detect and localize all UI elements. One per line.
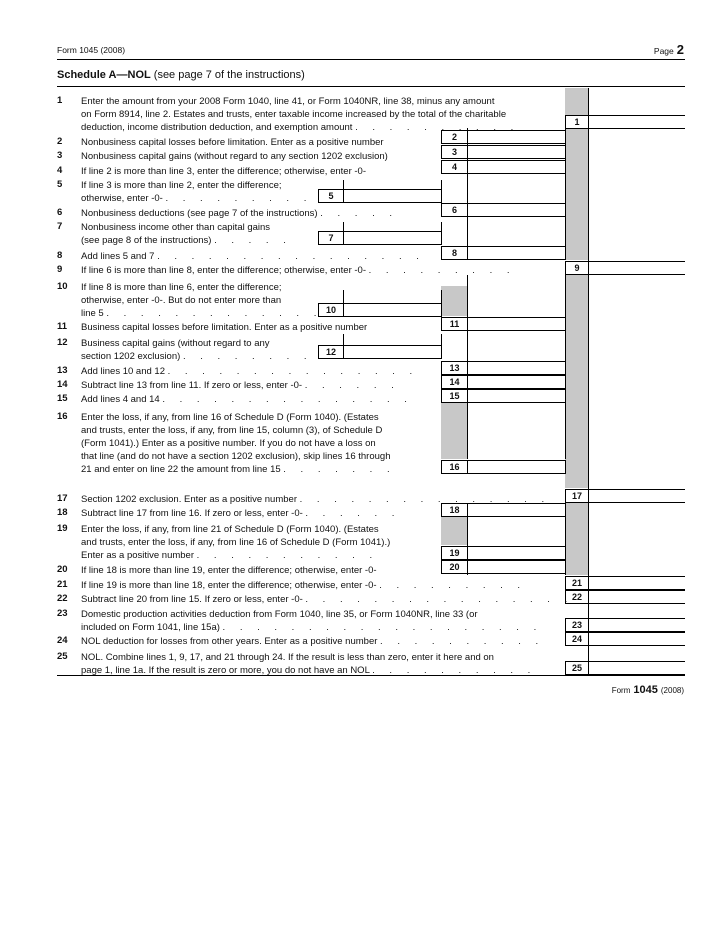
line-box-2: 2 — [441, 130, 468, 144]
line-20-text: If line 18 is more than line 19, enter the difference; otherwise, enter -0- — [81, 565, 377, 576]
line-number: 15 — [57, 393, 68, 404]
line-number: 24 — [57, 635, 68, 646]
line-15-text: Add lines 4 and 14 . . . . . . . . . . . . . . . — [81, 394, 413, 405]
amount-field-7[interactable] — [343, 231, 442, 245]
amount-field-13[interactable] — [467, 361, 566, 375]
line-18-text: Subtract line 17 from line 16. If zero or less, enter -0- . . . . . . — [81, 508, 401, 519]
line-22-text: Subtract line 20 from line 15. If zero or less, enter -0- . . . . . . . . . . . . . . . . — [81, 594, 574, 605]
line-box-7: 7 — [318, 231, 344, 245]
line-13-text: Add lines 10 and 12 . . . . . . . . . . . . . . . — [81, 366, 419, 377]
shaded-cell — [441, 517, 467, 545]
line-number: 6 — [57, 207, 63, 218]
line-box-15: 15 — [441, 389, 468, 403]
line-box-22: 22 — [565, 590, 589, 604]
amount-field-22[interactable] — [588, 590, 685, 604]
line-number: 20 — [57, 564, 68, 575]
amount-field-16[interactable] — [467, 460, 566, 474]
line-1-text: Enter the amount from your 2008 Form 1040, line 41, or Form 1040NR, line 38, minus any amount on Form 8914, line 2. Estates and trusts, enter taxable income increased by the total of the charitable deduction, income distribution deduction, and exemption amount . . . . . . . . . . — [81, 96, 520, 133]
schedule-title: Schedule A—NOL (see page 7 of the instructions) — [57, 69, 305, 81]
line-box-1: 1 — [565, 115, 589, 129]
line-box-11: 11 — [441, 317, 468, 331]
line-box-12: 12 — [318, 345, 344, 359]
line-box-23: 23 — [565, 618, 589, 632]
line-number: 17 — [57, 493, 68, 504]
line-24-text: NOL deduction for losses from other years. Enter as a positive number . . . . . . . . . . — [81, 636, 545, 647]
page-number: Page 2 — [653, 42, 684, 57]
line-21-text: If line 19 is more than line 18, enter the difference; otherwise, enter -0- . . . . . . . . . — [81, 580, 527, 591]
line-number: 11 — [57, 321, 68, 332]
amount-field-9[interactable] — [588, 261, 685, 275]
line-2-text: Nonbusiness capital losses before limitation. Enter as a positive number — [81, 137, 384, 148]
form-footer: Form 1045 (2008) — [611, 684, 684, 696]
amount-field-12[interactable] — [343, 345, 442, 359]
line-box-16: 16 — [441, 460, 468, 474]
shaded-cell — [565, 503, 588, 575]
amount-field-19[interactable] — [467, 546, 566, 560]
line-number: 21 — [57, 579, 68, 590]
line-box-9: 9 — [565, 261, 589, 275]
amount-field-11[interactable] — [467, 317, 566, 331]
line-number: 12 — [57, 337, 68, 348]
line-box-5: 5 — [318, 189, 344, 203]
shaded-cell — [565, 88, 588, 115]
line-box-14: 14 — [441, 375, 468, 389]
line-8-text: Add lines 5 and 7 . . . . . . . . . . . . . . . . — [81, 251, 425, 262]
shaded-cell — [565, 275, 588, 488]
line-4-text: If line 2 is more than line 3, enter the difference; otherwise, enter -0- — [81, 166, 366, 177]
line-number: 1 — [57, 95, 63, 106]
line-box-4: 4 — [441, 160, 468, 174]
line-box-10: 10 — [318, 303, 344, 317]
line-box-24: 24 — [565, 632, 589, 646]
amount-field-3[interactable] — [467, 145, 566, 159]
line-box-20: 20 — [441, 560, 468, 574]
line-box-13: 13 — [441, 361, 468, 375]
line-17-text: Section 1202 exclusion. Enter as a positive number . . . . . . . . . . . . . . . — [81, 494, 551, 505]
line-box-21: 21 — [565, 576, 589, 590]
amount-field-1[interactable] — [588, 115, 685, 129]
form-id-header: Form 1045 (2008) — [57, 45, 126, 55]
line-number: 3 — [57, 150, 63, 161]
line-12-text: Business capital gains (without regard to any section 1202 exclusion) . . . . . . . . — [81, 338, 313, 362]
amount-field-8[interactable] — [467, 246, 566, 260]
line-box-19: 19 — [441, 546, 468, 560]
amount-field-10[interactable] — [343, 303, 442, 317]
divider — [57, 675, 685, 676]
line-number: 9 — [57, 264, 63, 275]
shaded-cell — [565, 128, 588, 260]
line-number: 18 — [57, 507, 68, 518]
line-box-25: 25 — [565, 661, 589, 675]
amount-field-4[interactable] — [467, 160, 566, 174]
line-16-text: Enter the loss, if any, from line 16 of Schedule D (Form 1040). (Estates and trusts, enter the loss, if any, from line 15, column (3), of Schedule D (Form 1041).) Enter as a positive number. If you do not have a loss on that line (and do not have a section 1202 exclusion), skip lines 16 through 21 and enter on line 22 the amount from line 15 . . . . . . . — [81, 412, 396, 475]
divider — [57, 59, 685, 60]
line-9-text: If line 6 is more than line 8, enter the difference; otherwise, enter -0- . . . . . . . . . — [81, 265, 516, 276]
amount-field-14[interactable] — [467, 375, 566, 389]
line-number: 8 — [57, 250, 63, 261]
line-number: 2 — [57, 136, 63, 147]
line-number: 13 — [57, 365, 68, 376]
divider — [57, 86, 685, 87]
line-25-text: NOL. Combine lines 1, 9, 17, and 21 through 24. If the result is less than zero, enter it here and on page 1, line 1a. If the result is zero or more, you do not have an NOL . . . . . . . . . . — [81, 652, 537, 676]
line-number: 22 — [57, 593, 68, 604]
line-5-text: If line 3 is more than line 2, enter the difference; otherwise, enter -0- . . . . . . . . . — [81, 180, 313, 204]
line-box-8: 8 — [441, 246, 468, 260]
amount-field-23[interactable] — [588, 618, 685, 632]
line-19-text: Enter the loss, if any, from line 21 of Schedule D (Form 1040). (Estates and trusts, enter the loss, if any, from line 16 of Schedule D (Form 1041).) Enter as a positive number . . . . . . . . . . . — [81, 524, 391, 561]
line-10-text: If line 8 is more than line 6, enter the difference; otherwise, enter -0-. But do not enter more than line 5 . . . . . . . . . . . . . — [81, 282, 323, 319]
line-number: 19 — [57, 523, 68, 534]
line-number: 14 — [57, 379, 68, 390]
line-box-3: 3 — [441, 145, 468, 159]
amount-field-17[interactable] — [588, 489, 685, 503]
amount-field-24[interactable] — [588, 632, 685, 646]
amount-field-15[interactable] — [467, 389, 566, 403]
shaded-cell — [441, 402, 467, 459]
line-number: 23 — [57, 608, 68, 619]
line-7-text: Nonbusiness income other than capital gains (see page 8 of the instructions) . . . . . — [81, 222, 292, 246]
line-number: 5 — [57, 179, 63, 190]
line-6-text: Nonbusiness deductions (see page 7 of the instructions) . . . . . — [81, 208, 398, 219]
line-3-text: Nonbusiness capital gains (without regard to any section 1202 exclusion) — [81, 151, 388, 162]
line-number: 16 — [57, 411, 68, 422]
line-number: 7 — [57, 221, 63, 232]
amount-field-5[interactable] — [343, 189, 442, 203]
line-box-17: 17 — [565, 489, 589, 503]
line-box-6: 6 — [441, 203, 468, 217]
shaded-cell — [441, 286, 467, 316]
amount-field-21[interactable] — [588, 576, 685, 590]
line-14-text: Subtract line 13 from line 11. If zero or less, enter -0- . . . . . . — [81, 380, 400, 391]
line-number: 4 — [57, 165, 63, 176]
line-box-18: 18 — [441, 503, 468, 517]
amount-field-25[interactable] — [588, 661, 685, 675]
line-23-text: Domestic production activities deduction from Form 1040, line 35, or Form 1040NR, line 33 (or included on Form 1041, line 15a) . . . . . . . . . . . . . . . . . . . — [81, 609, 543, 633]
amount-field-6[interactable] — [467, 203, 566, 217]
amount-field-20[interactable] — [467, 560, 566, 574]
line-number: 10 — [57, 281, 68, 292]
line-11-text: Business capital losses before limitation. Enter as a positive number — [81, 322, 368, 333]
line-number: 25 — [57, 651, 68, 662]
